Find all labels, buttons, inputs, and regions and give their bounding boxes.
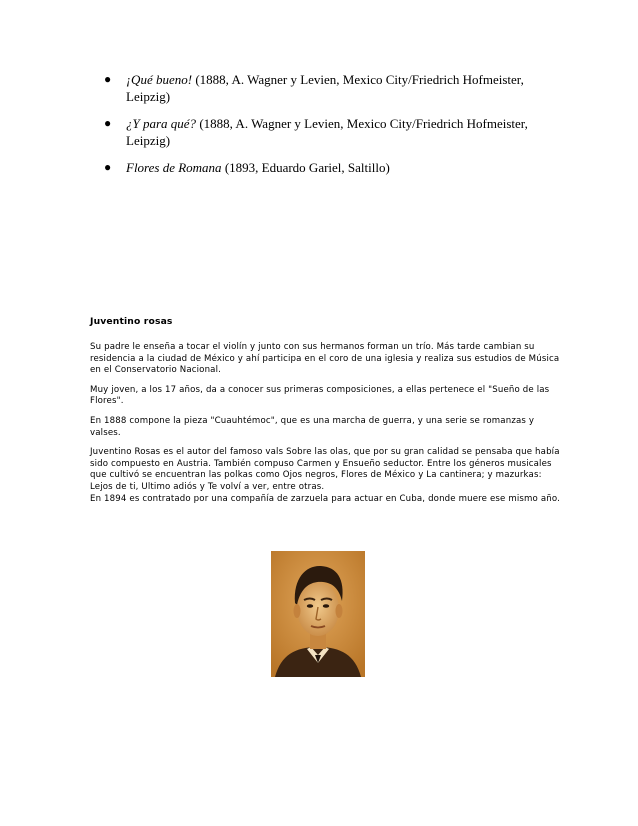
- biography-paragraph: Su padre le enseña a tocar el violín y junto con sus hermanos forman un trío. Más tarde cambian su residencia a la ciudad de México y ahí participa en el coro de una iglesia y realiza sus estudios de Música en el Conservatorio Nacional.: [90, 342, 560, 376]
- works-list-item: [90, 115, 530, 149]
- work-details: (1888, A. Wagner y Levien, Mexico City/Friedrich Hofmeister, Leipzig): [126, 116, 528, 148]
- work-title: Flores de Romana: [126, 160, 222, 175]
- works-list: [90, 71, 530, 186]
- work-details: (1893, Eduardo Gariel, Saltillo): [221, 160, 390, 175]
- biography-text: En 1894 es contratado por una compañía de zarzuela para actuar en Cuba, donde muere ese mismo año.: [90, 493, 560, 504]
- biography-paragraph: Muy joven, a los 17 años, da a conocer sus primeras composiciones, a ellas pertenece el "Sueño de las Flores".: [90, 384, 550, 407]
- biography-paragraph: En 1888 compone la pieza "Cuauhtémoc", que es una marcha de guerra, y una serie se romanzas y valses.: [90, 415, 535, 438]
- bullet-icon: ●: [104, 72, 112, 86]
- biography-heading: Juventino rosas: [90, 316, 173, 327]
- biography-paragraph-final: [90, 447, 562, 505]
- work-title: ¡Qué bueno!: [126, 72, 193, 87]
- works-list-item: [90, 159, 530, 176]
- works-list-item: [90, 71, 530, 105]
- work-title: ¿Y para qué?: [126, 116, 197, 131]
- portrait-photo-icon: [271, 551, 365, 677]
- biography-section: [90, 316, 562, 513]
- bullet-icon: ●: [104, 160, 112, 174]
- portrait-image: [271, 551, 365, 677]
- biography-text: Juventino Rosas es el autor del famoso vals Sobre las olas, que por su gran calidad se pensaba que había sido compuesto en Austria. También compuso Carmen y Ensueño seductor. Entre los géneros musicales que cultivó se encuentran las polkas como Ojos negros, Flores de México y La cantinera; y mazurkas: Lejos de ti, Ultimo adiós y Te volví a ver, entre otras.: [90, 447, 560, 492]
- bullet-icon: ●: [104, 116, 112, 130]
- work-details: (1888, A. Wagner y Levien, Mexico City/Friedrich Hofmeister, Leipzig): [126, 72, 524, 104]
